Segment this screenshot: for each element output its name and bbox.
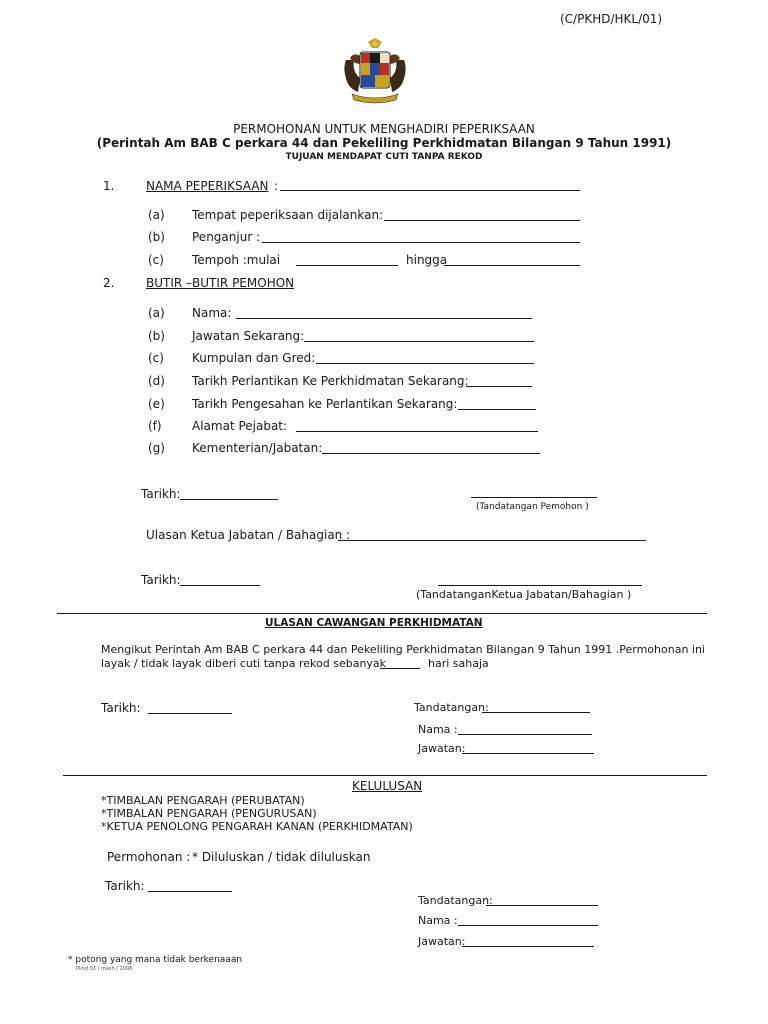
period-end-label: hingga: [406, 253, 448, 267]
name-field[interactable]: [236, 318, 532, 319]
approval-name-label: Nama :: [418, 914, 458, 927]
item-label: (a): [148, 208, 165, 222]
confirmation-date-label: Tarikh Pengesahan ke Perlantikan Sekarang:: [192, 397, 458, 411]
service-branch-paragraph-line1: Mengikut Perintah Am BAB C perkara 44 dan Pekeliling Perkhidmatan Bilangan 9 Tahun 1991 .Permohonan ini: [101, 643, 705, 656]
item-label: (b): [148, 230, 165, 244]
form-subtitle: (Perintah Am BAB C perkara 44 dan Pekeliling Perkhidmatan Bilangan 9 Tahun 1991): [96, 136, 672, 150]
head-date-label: Tarikh:: [141, 573, 181, 587]
ministry-dept-field[interactable]: [322, 453, 540, 454]
head-remark-field[interactable]: [338, 540, 646, 541]
current-post-label: Jawatan Sekarang:: [192, 329, 305, 343]
approver-item: *KETUA PENOLONG PENGARAH KANAN (PERKHIDMATAN): [101, 820, 413, 833]
service-branch-paragraph-line2b: hari sahaja: [428, 657, 489, 670]
appointment-date-field[interactable]: [466, 386, 532, 387]
item-label: (f): [148, 419, 162, 433]
approver-item: *TIMBALAN PENGARAH (PENGURUSAN): [101, 807, 317, 820]
approval-post-label: Jawatan:: [418, 935, 466, 948]
footnote: * potong yang mana tidak berkenaaan: [68, 955, 243, 965]
item-label: (c): [148, 253, 164, 267]
service-signature-label: Tandatangan:: [414, 701, 489, 714]
period-end-field[interactable]: [444, 265, 580, 266]
exam-venue-label: Tempat peperiksaan dijalankan:: [192, 208, 384, 222]
group-grade-field[interactable]: [316, 363, 534, 364]
decision-options[interactable]: * Diluluskan / tidak diluluskan: [192, 850, 371, 864]
group-grade-label: Kumpulan dan Gred:: [192, 351, 316, 365]
approval-signature-field[interactable]: [486, 905, 598, 906]
decision-label: Permohonan :: [107, 850, 191, 864]
service-signature-field[interactable]: [482, 712, 590, 713]
service-date-field[interactable]: [148, 713, 232, 714]
item-label: (g): [148, 441, 165, 455]
approval-date-label: Tarikh:: [105, 879, 145, 893]
organizer-field[interactable]: [262, 242, 580, 243]
head-signature-caption: (TandatanganKetua Jabatan/Bahagian ): [416, 588, 632, 601]
approval-date-field[interactable]: [148, 891, 232, 892]
footer-code: Pkhd 01 / mash / 2008: [76, 966, 133, 972]
form-purpose: TUJUAN MENDAPAT CUTI TANPA REKOD: [285, 152, 483, 162]
coat-of-arms-emblem: [338, 38, 412, 108]
section-1-number: 1.: [103, 179, 115, 193]
section-2-number: 2.: [103, 276, 115, 290]
leave-days-field[interactable]: [380, 668, 420, 669]
period-start-label: Tempoh :mulai: [192, 253, 281, 267]
organizer-label: Penganjur :: [192, 230, 261, 244]
item-label: (e): [148, 397, 165, 411]
office-address-field[interactable]: [296, 431, 538, 432]
applicant-date-field[interactable]: [180, 499, 278, 500]
name-label: Nama:: [192, 306, 232, 320]
section-2-heading: BUTIR –BUTIR PEMOHON: [146, 276, 295, 290]
document-code: (C/PKHD/HKL/01): [560, 12, 663, 26]
confirmation-date-field[interactable]: [458, 409, 536, 410]
item-label: (d): [148, 374, 165, 388]
service-branch-paragraph-line2a: layak / tidak layak diberi cuti tanpa rekod sebanyak: [101, 657, 387, 670]
service-branch-heading: ULASAN CAWANGAN PERKHIDMATAN: [265, 617, 483, 629]
item-label: (c): [148, 351, 164, 365]
section-divider: [63, 775, 707, 776]
head-remark-label: Ulasan Ketua Jabatan / Bahagian :: [146, 528, 351, 542]
period-start-field[interactable]: [296, 265, 398, 266]
approval-name-field[interactable]: [458, 925, 598, 926]
form-title: PERMOHONAN UNTUK MENGHADIRI PEPERIKSAAN: [233, 122, 535, 136]
service-name-field[interactable]: [458, 734, 592, 735]
applicant-signature-field[interactable]: [471, 497, 597, 498]
item-label: (a): [148, 306, 165, 320]
ministry-dept-label: Kementerian/Jabatan:: [192, 441, 323, 455]
appointment-date-label: Tarikh Perlantikan Ke Perkhidmatan Sekarang:: [192, 374, 469, 388]
section-divider: [57, 613, 707, 614]
office-address-label: Alamat Pejabat:: [192, 419, 288, 433]
approval-heading: KELULUSAN: [352, 779, 423, 793]
exam-venue-field[interactable]: [384, 220, 580, 221]
applicant-signature-caption: (Tandatangan Pemohon ): [476, 502, 589, 512]
item-label: (b): [148, 329, 165, 343]
head-date-field[interactable]: [180, 585, 260, 586]
approver-item: *TIMBALAN PENGARAH (PERUBATAN): [101, 794, 305, 807]
head-signature-field[interactable]: [438, 585, 642, 586]
section-1-colon: :: [274, 179, 279, 193]
applicant-date-label: Tarikh:: [141, 487, 181, 501]
service-date-label: Tarikh:: [101, 701, 141, 715]
approval-signature-label: Tandatangan:: [418, 894, 493, 907]
current-post-field[interactable]: [304, 341, 534, 342]
approval-post-field[interactable]: [462, 946, 594, 947]
exam-name-field[interactable]: [280, 190, 580, 191]
section-1-heading: NAMA PEPERIKSAAN: [146, 179, 269, 193]
service-post-field[interactable]: [462, 753, 594, 754]
service-post-label: Jawatan:: [418, 742, 466, 755]
service-name-label: Nama :: [418, 723, 458, 736]
